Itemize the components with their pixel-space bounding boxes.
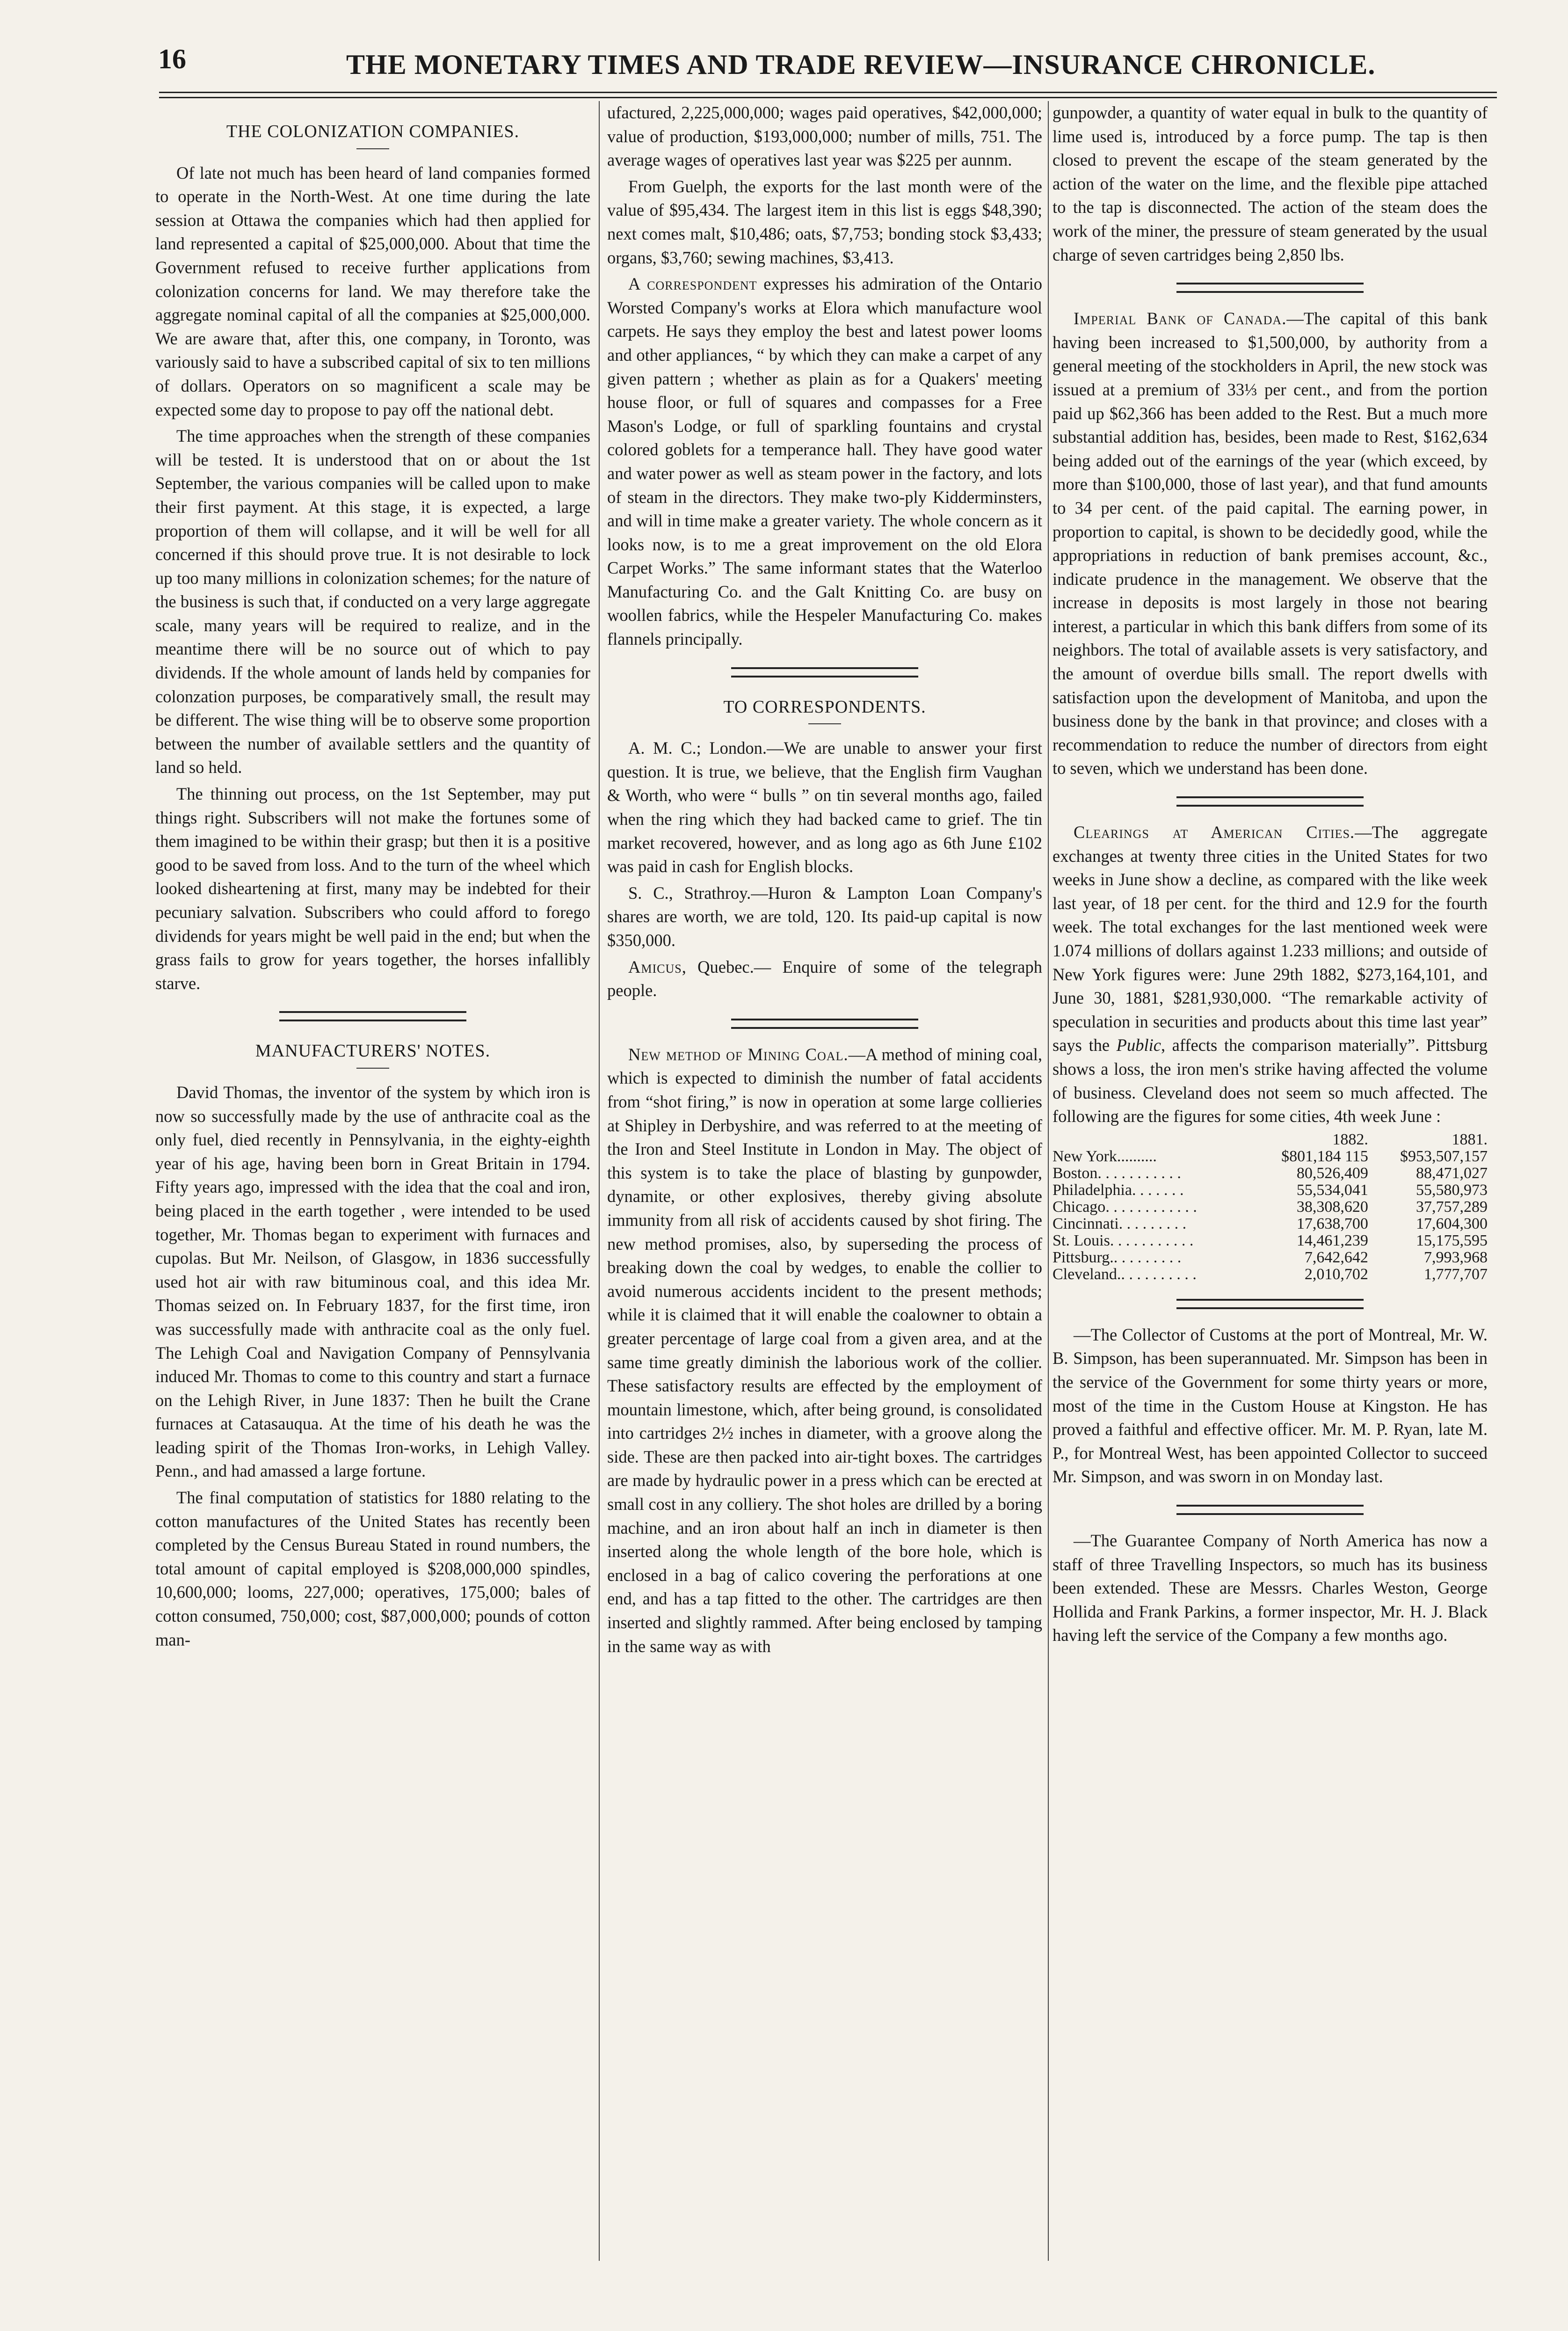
paragraph-text: —The capital of this bank having been increased to $1,500,000, by authority from a general meeting of the stockholders in April, the new stock was issued at a premium of 33⅓ per cent., and from the portion paid up $62,366 has been added to the Rest. But a much more substantial addition has, besides, been made to Rest, $162,634 being added out of the earnings of the year (which exceed, by more than $100,000, those of last year), and that fund amounts to 34 per cent. of the paid capital. The earning power, in proportion to capital, is shown to be decidedly good, while the appropriations in reduction of bank premises account, &c., indicate prudence in the management. We observe that the increase in deposits is most largely in those not bearing interest, a particular in which this bank differs from some of its neighbors. The total of available assets is very satisfactory, and the amount of overdue bills small. The report dwells with satisfaction upon the development of Manitoba, and upon the business done by the bank in that province; and closes with a recommendation to reduce the number of directors from eight to seven, which we understand has been done. xyxy=(1053,309,1488,778)
city-name: St. Louis xyxy=(1053,1231,1110,1249)
city-name: Pittsburg. xyxy=(1053,1248,1114,1266)
value-1881: 1,777,707 xyxy=(1424,1265,1488,1283)
section-separator xyxy=(1176,796,1364,807)
table-row xyxy=(1053,1199,1488,1216)
column-divider xyxy=(1048,101,1049,2261)
value-1882: 2,010,702 xyxy=(1304,1265,1368,1283)
city-cell xyxy=(1053,1182,1249,1199)
column-divider xyxy=(599,101,600,2261)
paragraph-text: , Quebec.— Enquire of some of the telegraph people. xyxy=(607,957,1042,1000)
paragraph: The final computation of statistics for 1880 relating to the cotton manufactures of the United States has recently been completed by the Census Bureau Stated in round numbers, the total amount of capital employed is $208,000,000 spindles, 10,600,000; looms, 227,000; operatives, 175,000; bales of cotton consumed, 750,000; cost, $87,000,000; pounds of cotton man- xyxy=(155,1488,590,1649)
city-name: Boston xyxy=(1053,1164,1098,1182)
heading-rule xyxy=(808,723,841,724)
column-1 xyxy=(155,101,590,2261)
paragraph xyxy=(1053,821,1488,1129)
page-number: 16 xyxy=(158,44,186,74)
paragraph: —The Collector of Customs at the port of Montreal, Mr. W. B. Simpson, has been superannuated. Mr. Simpson has been in the service of the Government for some thirty years or more, most of the time in the Custom House at Kingston. He has proved a faithful and effective officer. Mr. M. P. Ryan, late M. P., for Montreal West, has been appointed Collector to succeed Mr. Simpson, and was sworn in on Monday last. xyxy=(1053,1325,1488,1486)
section-separator xyxy=(279,1011,466,1021)
leader-dots: . . . . . . . . . xyxy=(1118,1215,1187,1232)
lead-in: A correspondent xyxy=(628,274,757,294)
city-cell xyxy=(1053,1216,1249,1232)
leader-dots: . . . . . . . . . . . . xyxy=(1105,1198,1197,1216)
heading-rule xyxy=(356,1068,389,1069)
city-name: Cleveland. xyxy=(1053,1265,1121,1283)
heading-manufacturers-notes: MANUFACTURERS' NOTES. xyxy=(255,1041,491,1061)
city-cell xyxy=(1053,1165,1249,1182)
city-cell xyxy=(1053,1148,1249,1165)
table-row xyxy=(1053,1182,1488,1199)
correspondent-reply xyxy=(607,955,1042,1003)
value-1881: 7,993,968 xyxy=(1424,1248,1488,1266)
paragraph-text: expresses his admiration of the Ontario Worsted Company's works at Elora which manufacture wool carpets. He says they employ the best and latest power looms and other appliances, “ by which they can make a carpet of any given pattern ; whether as plain as for a Quakers' meeting house floor, or full of squares and compasses for a Free Mason's Lodge, or full of sparkling fountains and crystal colored goblets for a temperance hall. They have good water and water power as well as steam power in the factory, and lots of steam in the directors. They make two-ply Kidderminsters, and will in time make a greater variety. The whole concern as it looks now, is to me a great improvement on the old Elora Carpet Works.” The same informant states that the Waterloo Manufacturing Co. and the Galt Knitting Co. are busy on woollen fabrics, while the Hespeler Manufacturing Co. makes flannels principally. xyxy=(607,274,1042,649)
leader-dots: . . . . . . . xyxy=(1132,1181,1184,1199)
correspondent-reply: S. C., Strathroy.—Huron & Lampton Loan Company's shares are worth, we are told, 120. Its paid-up capital is now $350,000. xyxy=(607,883,1042,950)
lead-in: Imperial Bank of Canada. xyxy=(1074,309,1287,328)
leader-dots: . . . . . . . . . . . xyxy=(1097,1164,1181,1182)
paragraph: The time approaches when the strength of these companies will be tested. It is understood that on or about the 1st September, the various companies will be called upon to make their first payment. At this stage, it is expected, a large proportion of them will collapse, and it will be well for all concerned if this should prove true. It is not desirable to lock up too many millions in colonization schemes; for the nature of the business is such that, if conducted on a very large aggregate scale, many years will be required to realize, and in the meantime there will be no source out of which to pay dividends. If the whole amount of lands held by companies for colonzation purposes, be comparatively small, the result may be different. The wise thing will be to observe some proportion between the number of available settlers and the quantity of land so held. xyxy=(155,426,590,777)
leader-dots: . . . . . . . . . xyxy=(1113,1248,1182,1266)
heading-to-correspondents: TO CORRESPONDENTS. xyxy=(723,697,926,717)
city-name: New York xyxy=(1053,1147,1117,1165)
paragraph: —The Guarantee Company of North America has now a staff of three Travelling Inspectors, so much has its business been extended. These are Messrs. Charles Weston, George Hollida and Frank Parkins, a former inspector, Mr. H. J. Black having left the service of the Company a few months ago. xyxy=(1053,1530,1488,1645)
paragraph: gunpowder, a quantity of water equal in bulk to the quantity of lime used is, introduced by a force pump. The tap is then closed to prevent the escape of the steam generated by the action of the water on the lime, and the flexible pipe attached to the tap is disconnected. The action of the steam does the work of the miner, the pressure of steam generated by the usual charge of seven cartridges being 2,850 lbs. xyxy=(1053,103,1488,264)
city-name: Philadelphia xyxy=(1053,1181,1132,1199)
correspondent-name: Amicus xyxy=(628,957,682,976)
heading-colonization-companies: THE COLONIZATION COMPANIES. xyxy=(226,122,520,141)
section-separator xyxy=(731,667,918,677)
city-name: Cincinnati xyxy=(1053,1215,1119,1232)
value-1881: 88,471,027 xyxy=(1416,1164,1488,1182)
value-1882: 55,534,041 xyxy=(1296,1181,1368,1199)
paragraph xyxy=(1053,307,1488,780)
value-1881: 37,757,289 xyxy=(1416,1198,1488,1216)
paragraph-text: —A method of mining coal, which is expected to diminish the number of fatal accidents from “shot firing,” is now in operation at some large collieries at Shipley in Derbyshire, and was referred to at the meeting of the Iron and Steel Institute in London in May. The object of this system is to take the place of blasting by gunpowder, dynamite, or other explosives, thereby giving absolute immunity from all risk of accidents caused by shot firing. The new method promises, also, by superseding the process of breaking down the coal by wedges, to enable the collier to avoid numerous accidents incident to the present methods; while it is claimed that it will enable the coalowner to obtain a greater percentage of large coal from a given area, and at the same time greatly diminish the laborious work of the collier. These satisfactory results are effected by the employment of mountain limestone, which, after being ground, is consolidated into cartridges 2½ inches in diameter, with a groove along the side. These are then packed into air-tight boxes. The cartridges are made by hydraulic power in a press which can be erected at small cost in any colliery. The shot holes are drilled by a boring machine, and an iron about half an inch in diameter is then inserted along the whole length of the bore hole, which is enclosed in a bag of calico covering the perforations at one end, and has a tap fitted to the other. The cartridges are then inserted and slightly rammed. After being enclosed by tamping in the same way as with xyxy=(607,1044,1042,1656)
value-1882: 38,308,620 xyxy=(1296,1198,1368,1216)
correspondent-reply: A. M. C.; London.—We are unable to answer your first question. It is true, we believe, that the English firm Vaughan & Worth, who were “ bulls ” on tin several months ago, failed when the ring which they had backed came to grief. The tin market recovered, however, and as long ago as 6th June £102 was paid in cash for English blocks. xyxy=(607,738,1042,876)
value-1881: 15,175,595 xyxy=(1416,1231,1488,1249)
lead-in: Clearings at American Cities. xyxy=(1074,823,1355,842)
value-1881: 17,604,300 xyxy=(1416,1215,1488,1232)
emphasis-public: Public xyxy=(1116,1035,1161,1055)
value-1882: 80,526,409 xyxy=(1296,1164,1368,1182)
column-header-1882: 1882. xyxy=(1332,1130,1368,1148)
section-separator xyxy=(1176,1299,1364,1309)
running-head-title: THE MONETARY TIMES AND TRADE REVIEW—INSURANCE CHRONICLE. xyxy=(346,49,1376,80)
paragraph xyxy=(607,1043,1042,1658)
column-3 xyxy=(1053,101,1488,2261)
column-header-1881: 1881. xyxy=(1452,1130,1488,1148)
leader-dots: . . . . . . . . . . . xyxy=(1110,1231,1194,1249)
value-1882: $801,184 115 xyxy=(1281,1147,1368,1165)
table-row xyxy=(1053,1165,1488,1182)
paragraph: From Guelph, the exports for the last month were of the value of $95,434. The largest item in this list is eggs $48,390; next comes malt, $10,486; oats, $7,753; bonding stock $3,433; organs, $3,760; sewing machines, $3,413. xyxy=(607,176,1042,267)
city-cell xyxy=(1053,1199,1249,1216)
paragraph: ufactured, 2,225,000,000; wages paid operatives, $42,000,000; value of production, $193,000,000; number of mills, 751. The average wages of operatives last year was $225 per aunnm. xyxy=(607,103,1042,170)
clearings-table xyxy=(1053,1131,1488,1283)
section-separator xyxy=(1176,1505,1364,1515)
value-1882: 7,642,642 xyxy=(1304,1248,1368,1266)
leader-dots: . . . . . . . . . . xyxy=(1121,1265,1197,1283)
paragraph: David Thomas, the inventor of the system by which iron is now so successfully made by the use of anthracite coal as the only fuel, died recently in Pennsylvania, in the eighty-eighth year of his age, having been born in Great Britain in 1794. Fifty years ago, impressed with the idea that the coal and iron, being placed in the earth together , were intended to be used together, Mr. Thomas began to experiment with furnaces and cupolas. But Mr. Neilson, of Glasgow, in 1836 successfully used hot air with raw bituminous coal, and this idea Mr. Thomas seized on. In February 1837, for the first time, iron was successfully made with anthracite coal as the only fuel. The Lehigh Coal and Navigation Company of Pennsylvania induced Mr. Thomas to come to this country and start a furnace on the Lehigh River, in June 1837: Then he built the Crane furnaces at Catasauqua. At the time of his death he was the leading spirit of the Thomas Iron-works, in Lehigh Valley. Penn., and had amassed a large fortune. xyxy=(155,1082,590,1481)
paragraph-text: , affects the comparison materially”. Pittsburg shows a loss, the iron men's strike having affected the volume of business. Cleveland does not seem so much affected. The following are the figures for some cities, 4th week June : xyxy=(1053,1035,1488,1126)
heading-rule xyxy=(356,148,389,149)
table-row xyxy=(1053,1266,1488,1283)
paragraph xyxy=(607,272,1042,651)
city-cell xyxy=(1053,1249,1249,1266)
lead-in: New method of Mining Coal. xyxy=(628,1044,849,1064)
value-1881: $953,507,157 xyxy=(1400,1147,1488,1165)
city-cell xyxy=(1053,1232,1249,1249)
city-cell xyxy=(1053,1266,1249,1283)
section-separator xyxy=(1176,283,1364,293)
column-2 xyxy=(607,101,1042,2261)
table-row xyxy=(1053,1216,1488,1232)
table-row xyxy=(1053,1232,1488,1249)
header-double-rule xyxy=(159,92,1497,98)
leader-dots: .......... xyxy=(1117,1147,1157,1165)
value-1881: 55,580,973 xyxy=(1416,1181,1488,1199)
table-header-row xyxy=(1053,1131,1488,1148)
value-1882: 14,461,239 xyxy=(1296,1231,1368,1249)
city-name: Chicago xyxy=(1053,1198,1106,1216)
table-row xyxy=(1053,1249,1488,1266)
table-row xyxy=(1053,1148,1488,1165)
paragraph: Of late not much has been heard of land companies formed to operate in the North-West. At one time during the late session at Ottawa the companies which had then applied for land represented a capital of $25,000,000. About that time the Government refused to receive further applications from colonization concerns for land. We may therefore take the aggregate nominal capital of all the companies at $25,000,000. We are aware that, after this, one company, in Toronto, was variously said to have a subscribed capital of six to ten millions of dollars. Operators on so magnificent a scale may be expected some day to propose to pay off the national debt. xyxy=(155,163,590,419)
section-separator xyxy=(731,1019,918,1029)
paragraph: The thinning out process, on the 1st September, may put things right. Subscribers will not make the fortunes some of them imagined to be within their grasp; but then it is a positive good to be saved from loss. And to the turn of the wheel which looked disheartening at first, many may be indebted for their pecuniary salvation. Subscribers who could afford to forego dividends for years might be well paid in the end; but when the grass fails to grow for years together, the horses infallibly starve. xyxy=(155,784,590,993)
value-1882: 17,638,700 xyxy=(1296,1215,1368,1232)
paragraph-text: —The aggregate exchanges at twenty three cities in the United States for two weeks in June show a decline, as compared with the like week last year, of 18 per cent. for the third and 12.9 for the fourth week. The total exchanges for the last mentioned week were 1.074 millions of dollars against 1.233 millions; and outside of New York figures were: June 29th 1882, $273,164,101, and June 30, 1881, $281,930,000. “The remarkable activity of speculation in securities and products about this time last year” says the xyxy=(1053,823,1488,1055)
